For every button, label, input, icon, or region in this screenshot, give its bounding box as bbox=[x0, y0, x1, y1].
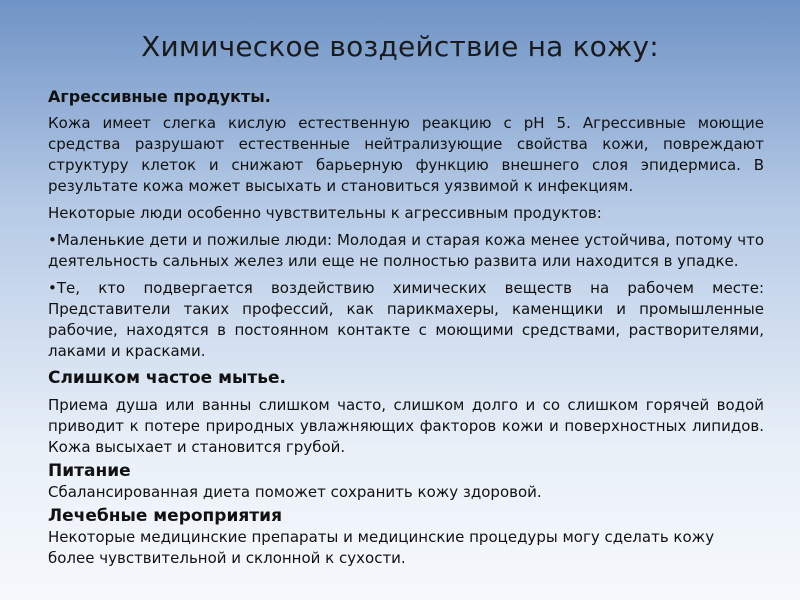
section-heading-treatment: Лечебные мероприятия bbox=[48, 506, 282, 526]
slide-title: Химическое воздействие на кожу: bbox=[141, 30, 659, 63]
paragraph-washing: Приема душа или ванны слишком часто, слишком долго и со слишком горячей водой приводит к потере природных увлажняющих факторов кожи и поверхностных липидов. Кожа высыхает и становится грубой. bbox=[48, 396, 764, 456]
slide-content bbox=[48, 86, 764, 569]
section-heading-washing: Слишком частое мытье. bbox=[48, 368, 286, 388]
section-heading-nutrition: Питание bbox=[48, 461, 131, 481]
paragraph-aggressive-2: Некоторые люди особенно чувствительны к агрессивным продуктов: bbox=[48, 204, 602, 222]
bullet-children-elderly: •Маленькие дети и пожилые люди: Молодая и старая кожа менее устойчива, потому что деятельность сальных желез или еще не полностью развита или находится в упадке. bbox=[48, 231, 764, 270]
paragraph-nutrition: Сбалансированная диета поможет сохранить кожу здоровой. bbox=[48, 483, 542, 501]
paragraph-aggressive-1: Кожа имеет слегка кислую естественную реакцию с рН 5. Агрессивные моющие средства разрушают естественные нейтрализующие свойства кожи, повреждают структуру клеток и снижают барьерную функцию внешнего слоя эпидермиса. В результате кожа может высыхать и становиться уязвимой к инфекциям. bbox=[48, 114, 764, 195]
section-heading-aggressive: Агрессивные продукты. bbox=[48, 87, 271, 106]
paragraph-treatment: Некоторые медицинские препараты и медицинские процедуры могу сделать кожу более чувствительной и склонной к сухости. bbox=[48, 528, 715, 567]
bullet-workers: •Те, кто подвергается воздействию химических веществ на рабочем месте: Представители таких профессий, как парикмахеры, каменщики и промышленные рабочие, находятся в постоянном контакте с моющими средствами, растворителями, лаками и красками. bbox=[48, 279, 764, 360]
